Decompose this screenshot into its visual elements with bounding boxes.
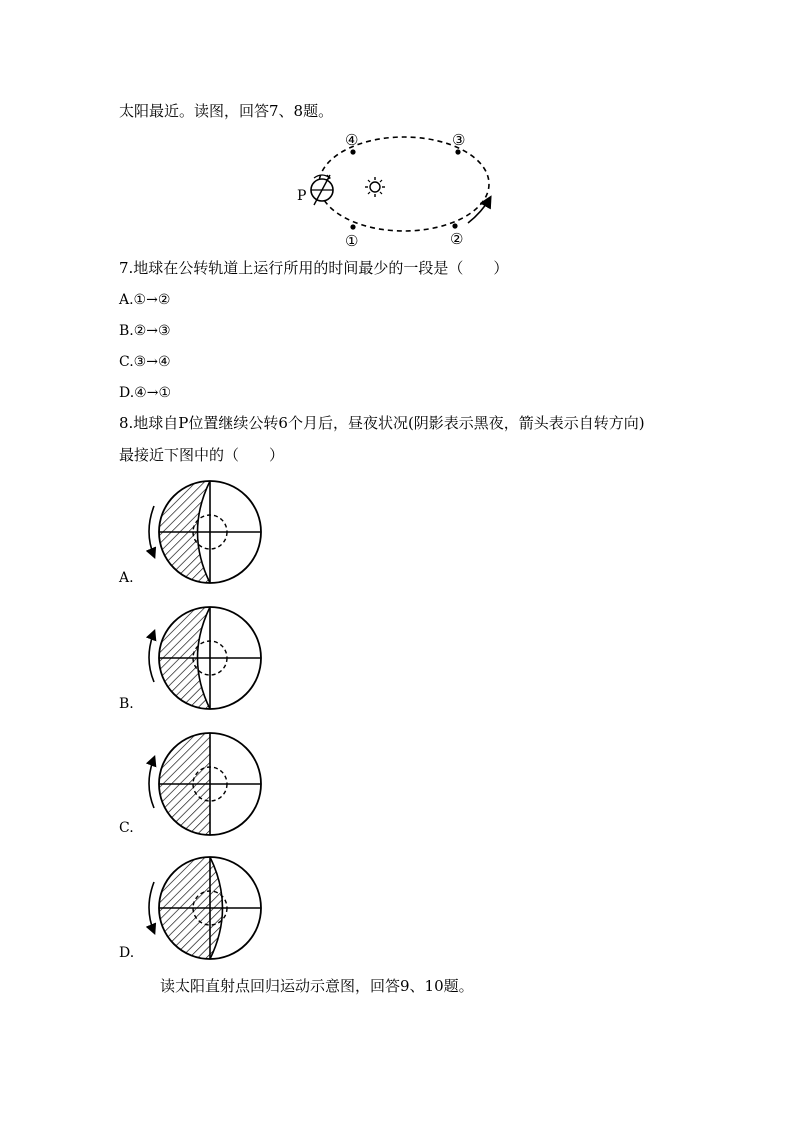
- sun-icon: [365, 177, 385, 197]
- orbit-point-1: [350, 224, 355, 229]
- next-intro-text: 读太阳直射点回归运动示意图，回答9、10题。: [160, 977, 474, 995]
- globe-option-d: [140, 854, 262, 962]
- q8-stem-line2: 最接近下图中的（ ）: [119, 446, 285, 464]
- position-label-4: ④: [345, 131, 359, 149]
- orbit-diagram: [292, 128, 502, 250]
- q8-option-d[interactable]: D.: [119, 945, 135, 961]
- globe-option-a: [140, 478, 262, 586]
- position-label-1: ①: [345, 232, 359, 250]
- orbit-point-3: [455, 149, 460, 154]
- q7-option-a[interactable]: A.①→②: [119, 292, 171, 308]
- orbit-ellipse: [319, 137, 489, 231]
- orbit-point-2: [452, 223, 457, 228]
- q7-stem: 7.地球在公转轨道上运行所用的时间最少的一段是（ ）: [119, 259, 509, 277]
- q8-option-c[interactable]: C.: [119, 820, 134, 836]
- point-p-label: P: [297, 188, 307, 204]
- q7-option-b[interactable]: B.②→③: [119, 323, 171, 339]
- q8-option-b[interactable]: B.: [119, 696, 134, 712]
- q8-option-a[interactable]: A.: [119, 570, 134, 586]
- q7-option-d[interactable]: D.④→①: [119, 385, 172, 401]
- intro-text: 太阳最近。读图，回答7、8题。: [119, 102, 334, 120]
- globe-option-c: [140, 730, 262, 838]
- orbit-point-4: [350, 149, 355, 154]
- q7-option-c[interactable]: C.③→④: [119, 354, 171, 370]
- q8-stem-line1: 8.地球自P位置继续公转6个月后，昼夜状况(阴影表示黑夜，箭头表示自转方向): [119, 414, 645, 432]
- earth-icon: [311, 175, 333, 205]
- position-label-2: ②: [450, 230, 464, 248]
- globe-option-b: [140, 604, 262, 712]
- orbit-direction-arrow: [468, 198, 490, 223]
- position-label-3: ③: [452, 131, 466, 149]
